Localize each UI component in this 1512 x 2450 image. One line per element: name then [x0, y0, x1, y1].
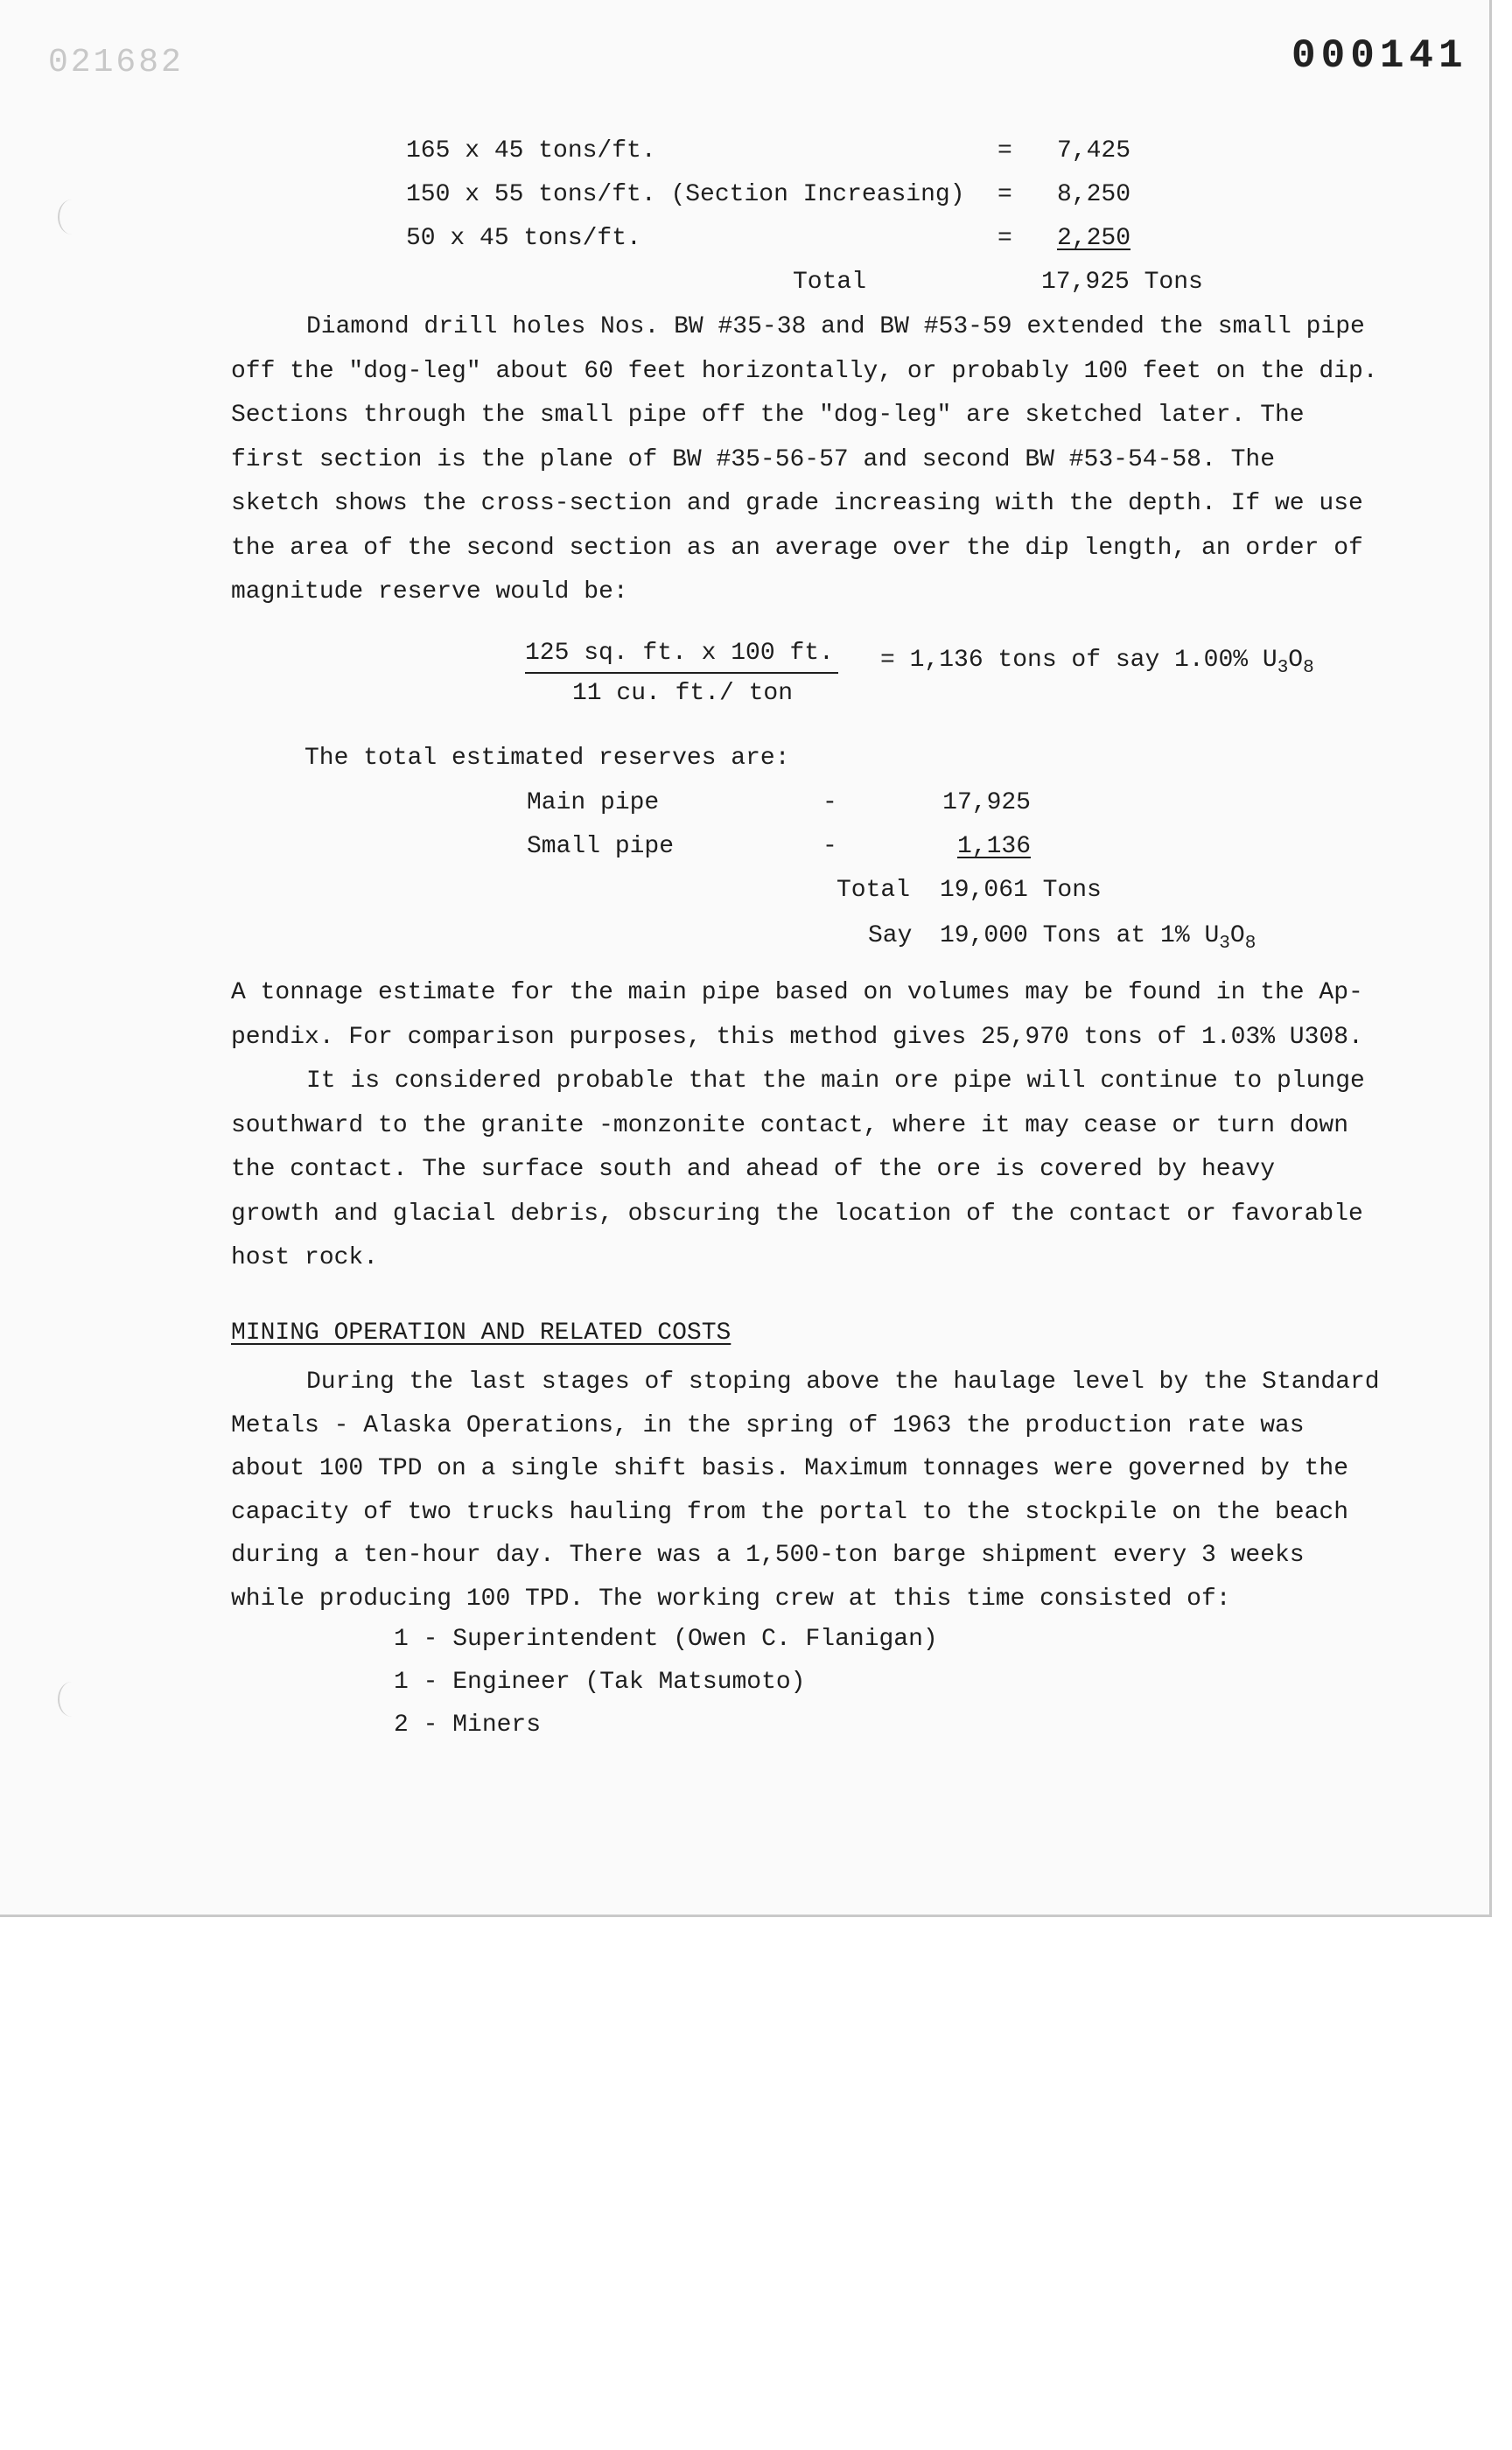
calc-row-expr: 165 x 45 tons/ft.: [406, 137, 656, 164]
section-heading: MINING OPERATION AND RELATED COSTS: [231, 1320, 732, 1347]
text-line: pendix. For comparison purposes, this method gives 25,970 tons of 1.03% U308.: [231, 1023, 1363, 1051]
faint-stamp: 021682: [48, 44, 184, 81]
text-line: off the "dog-leg" about 60 feet horizontally, or probably 100 feet on the dip.: [231, 357, 1378, 385]
calc-row-expr: 150 x 55 tons/ft. (Section Increasing): [406, 181, 965, 208]
reserve-value: 17,925: [942, 789, 1031, 816]
text-line: It is considered probable that the main ore pipe will continue to plunge: [306, 1068, 1365, 1095]
page-number: 000141: [1292, 33, 1468, 79]
reserves-intro: The total estimated reserves are:: [304, 745, 790, 772]
reserve-dash: -: [822, 789, 837, 816]
text-line: sketch shows the cross-section and grade increasing with the depth. If we use: [231, 490, 1363, 517]
paragraph-mining-operation: [231, 1361, 1395, 1620]
reserves-say-value: 19,000 Tons at 1% $U_3O_8$: [940, 922, 1256, 954]
text-line: first section is the plane of BW #35-56-57 and second BW #53-54-58. The: [231, 445, 1275, 473]
crew-item: 2 - Miners: [394, 1712, 542, 1739]
text-line: During the last stages of stoping above the haulage level by the Standard: [306, 1368, 1380, 1396]
text-line: capacity of two trucks hauling from the portal to the stockpile on the beach: [231, 1498, 1349, 1526]
calc-row-eq: =: [998, 225, 1012, 252]
formula-numerator: 125 sq. ft. x 100 ft.: [525, 640, 834, 667]
calc-total-value: 17,925 Tons: [1041, 269, 1203, 296]
calc-row-value: 8,250: [1056, 181, 1130, 208]
reserves-total-value: 19,061 Tons: [940, 877, 1102, 904]
calc-row-eq: =: [998, 137, 1012, 164]
text-line: Metals - Alaska Operations, in the spring of 1963 the production rate was: [231, 1411, 1305, 1439]
text-line: about 100 TPD on a single shift basis. Maximum tonnages were governed by the: [231, 1455, 1349, 1482]
binding-hole-mark: [58, 1682, 86, 1717]
text-line: during a ten-hour day. There was a 1,500-ton barge shipment every 3 weeks: [231, 1542, 1305, 1569]
calc-row-eq: =: [998, 181, 1012, 208]
calc-row-value: 2,250: [1056, 225, 1130, 252]
crew-item: 1 - Engineer (Tak Matsumoto): [394, 1669, 806, 1696]
paragraph-diamond-drill: [231, 305, 1395, 615]
text-line: while producing 100 TPD. The working crew at this time consisted of:: [231, 1585, 1231, 1613]
text-line: host rock.: [231, 1244, 379, 1271]
calc-total-label: Total: [793, 269, 867, 296]
reserve-label: Main pipe: [527, 789, 660, 816]
text-line: the area of the second section as an average over the dip length, an order of: [231, 534, 1363, 562]
reserve-dash: -: [822, 833, 837, 860]
text-line: A tonnage estimate for the main pipe based on volumes may be found in the Ap-: [231, 979, 1363, 1006]
binding-hole-mark: [58, 200, 86, 234]
text-line: southward to the granite -monzonite contact, where it may cease or turn down: [231, 1111, 1349, 1139]
text-line: Sections through the small pipe off the "dog-leg" are sketched later. The: [231, 402, 1305, 429]
text-line: magnitude reserve would be:: [231, 578, 628, 606]
reserves-total-label: Total: [836, 877, 911, 904]
reserves-say-label: Say: [868, 922, 913, 949]
crew-item: 1 - Superintendent (Owen C. Flanigan): [394, 1626, 938, 1653]
formula-result: = 1,136 tons of say 1.00% $U_3O_8$: [880, 647, 1314, 678]
reserve-value: 1,136: [956, 833, 1031, 860]
text-line: growth and glacial debris, obscuring the location of the contact or favorable: [231, 1200, 1363, 1228]
calc-row-expr: 50 x 45 tons/ft.: [406, 225, 641, 252]
text-line: the contact. The surface south and ahead of the ore is covered by heavy: [231, 1156, 1275, 1183]
fraction-bar: [525, 672, 838, 674]
paragraph-tonnage-estimate: [231, 971, 1395, 1281]
calc-row-value: 7,425: [1056, 137, 1130, 164]
reserve-label: Small pipe: [527, 833, 675, 860]
text-line: Diamond drill holes Nos. BW #35-38 and BW #53-59 extended the small pipe: [306, 313, 1365, 340]
formula-denominator: 11 cu. ft./ ton: [572, 680, 794, 707]
